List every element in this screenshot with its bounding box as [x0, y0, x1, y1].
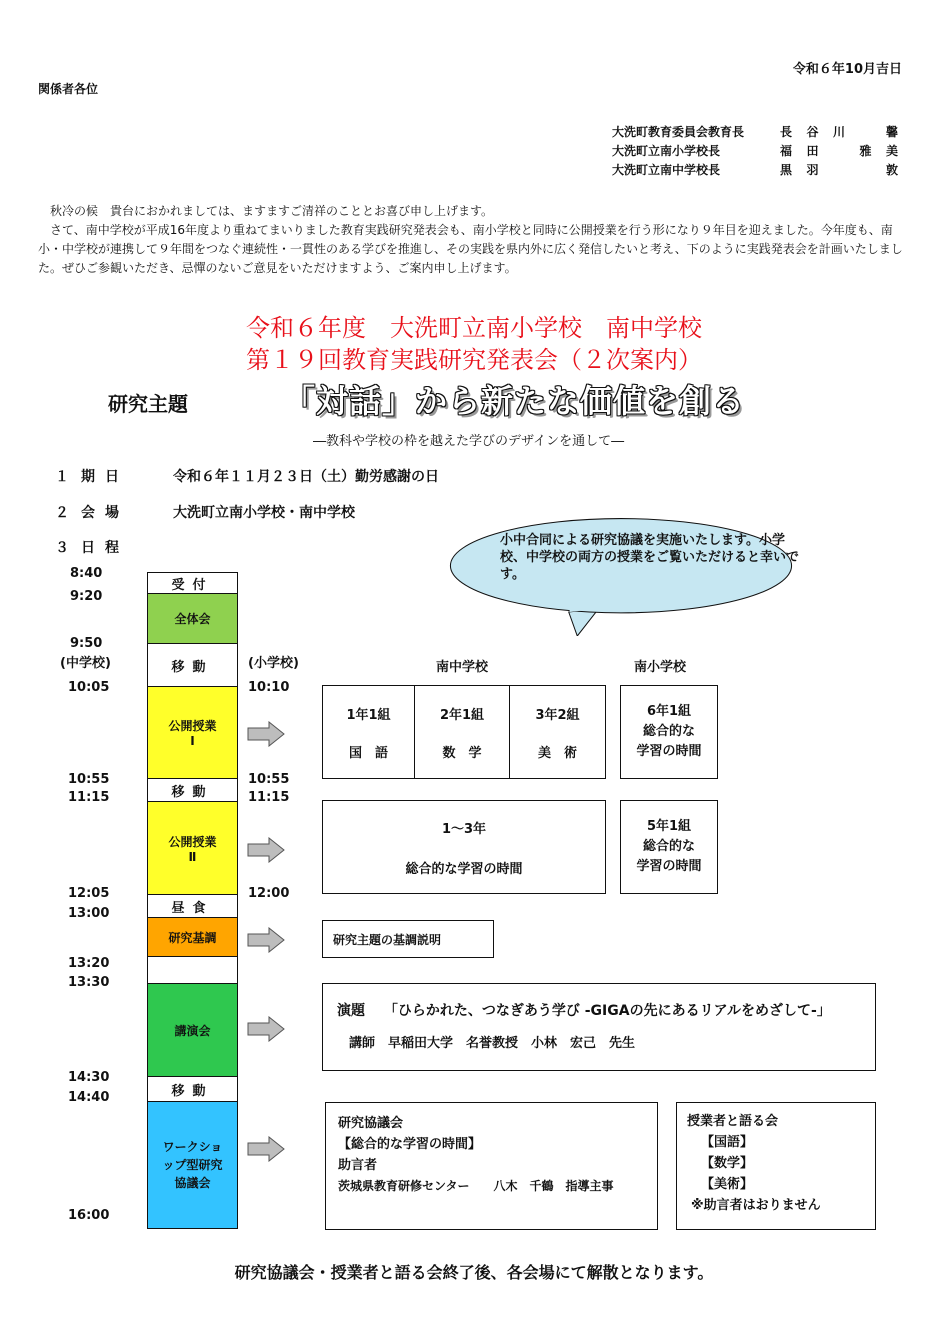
- sender-org: 大洗町立南中学校長: [612, 163, 721, 177]
- sender-name: 長谷川 馨: [780, 125, 898, 139]
- time-label: 14:30: [68, 1070, 110, 1085]
- time-label: 9:50: [70, 636, 103, 651]
- class-name: 5年1組: [646, 819, 692, 834]
- arrow-right-icon: [247, 1136, 285, 1162]
- item-label: 日程: [81, 540, 129, 556]
- sender-row: [612, 123, 898, 142]
- lesson2-elementary-class: [620, 800, 718, 894]
- council-title: 研究協議会: [338, 1116, 404, 1131]
- class-subject: 美 術: [537, 745, 577, 761]
- arrow-right-icon: [247, 721, 285, 747]
- class-cell: [415, 686, 510, 778]
- lecture-speaker: 講師 早稲田大学 名誉教授 小林 宏己 先生: [349, 1036, 636, 1051]
- time-label: 9:20: [70, 589, 103, 604]
- schedule-lecture: 講演会: [147, 983, 238, 1077]
- lecture-title-label: 演題: [337, 1003, 365, 1019]
- time-label: 12:00: [248, 886, 290, 901]
- addressee: 関係者各位: [38, 82, 99, 96]
- council-subtitle: 【総合的な学習の時間】: [338, 1137, 482, 1152]
- time-label: (中学校): [60, 656, 111, 671]
- time-label: 11:15: [248, 790, 290, 805]
- heading-elementary-school: 南小学校: [634, 660, 687, 675]
- greeting: 秋冷の候 貴台におかれましては、ますますご清祥のこととお喜び申し上げます。: [38, 204, 494, 218]
- lecture-title-row: [337, 1000, 875, 1020]
- schedule-move: 移動: [147, 778, 238, 802]
- item-venue: [55, 502, 355, 522]
- schedule-break: [147, 956, 238, 984]
- lecture-title: 「ひらかれた、つなぎあう学び -GIGAの先にあるリアルをめざして-」: [383, 1003, 831, 1019]
- talk-subject: 【国語】: [701, 1135, 754, 1150]
- item-label: 期日: [81, 469, 129, 485]
- schedule-lesson-number: Ⅱ: [188, 849, 197, 864]
- time-label: 14:40: [68, 1090, 110, 1105]
- sender-row: [612, 142, 898, 161]
- time-label: 13:20: [68, 956, 110, 971]
- lesson2-middle-class: [322, 800, 606, 894]
- time-label: 16:00: [68, 1208, 110, 1223]
- schedule-workshop: ワークショップ型研究協議会: [147, 1101, 238, 1229]
- intro-text: [38, 202, 910, 278]
- schedule-lunch: 昼食: [147, 894, 238, 918]
- talk-note: ※助言者はおりません: [691, 1198, 821, 1213]
- item-number: ２: [55, 505, 69, 521]
- time-label: 13:30: [68, 975, 110, 990]
- theme-subtitle: ―教科や学校の枠を越えた学びのデザインを通して―: [313, 434, 625, 449]
- sender-org: 大洗町教育委員会教育長: [612, 125, 745, 139]
- schedule-move: 移動: [147, 1076, 238, 1102]
- class-name: 3年2組: [535, 707, 580, 723]
- item-label: 会場: [81, 505, 129, 521]
- senders: [612, 123, 898, 180]
- class-subject: 国 語: [348, 745, 388, 761]
- time-label: 8:40: [70, 566, 103, 581]
- item-value: 令和６年１１月２３日（土）勤労感謝の日: [173, 469, 439, 485]
- lesson1-middle-classes: [322, 685, 606, 779]
- schedule-plenary: 全体会: [147, 593, 238, 644]
- intro-body: さて、南中学校が平成16年度より重ねてまいりました教育実践研究発表会も、南小学校と同時に公開授業を行う形になり９年目を迎えました。今年度も、南小・中学校が連携して９年間をつなぐ連続性・一貫性のある学びを推進し、その実践を県内外に広く発信したいと考え、下のように実践発表会を計画いたしました。ぜひご参観いただき、忌憚のないご意見をいただけますよう、ご案内申し上げます。: [38, 223, 903, 275]
- time-label: (小学校): [248, 656, 299, 671]
- council-advisor-label: 助言者: [338, 1158, 378, 1173]
- sender-name: 黒羽 敦: [780, 163, 898, 177]
- sender-row: [612, 161, 898, 180]
- time-label: 10:55: [68, 772, 110, 787]
- theme-label: 研究主題: [108, 392, 188, 416]
- time-label: 10:05: [68, 680, 110, 695]
- talk-box: [676, 1102, 876, 1230]
- talk-subject: 【美術】: [701, 1177, 754, 1192]
- council-advisor: 茨城県教育研修センター 八木 千鶴 指導主事: [338, 1179, 614, 1193]
- item-value: 大洗町立南小学校・南中学校: [173, 505, 355, 521]
- heading-middle-school: 南中学校: [436, 660, 489, 675]
- event-title-line1: 令和６年度 大洗町立南小学校 南中学校: [246, 314, 702, 342]
- talk-title: 授業者と語る会: [687, 1114, 779, 1129]
- time-label: 10:10: [248, 680, 290, 695]
- item-schedule: [55, 537, 173, 557]
- arrow-right-icon: [247, 1016, 285, 1042]
- class-name: 1～3年: [441, 821, 487, 837]
- item-date: [55, 466, 439, 486]
- class-subject: 総合的な: [642, 839, 695, 854]
- sender-name: 福田 雅美: [780, 144, 898, 158]
- schedule-reception: 受付: [147, 572, 238, 594]
- schedule-lesson-label: 公開授業: [168, 834, 217, 849]
- item-number: １: [55, 469, 69, 485]
- schedule-lesson-label: 公開授業: [168, 719, 217, 733]
- schedule-lesson-number: Ⅰ: [190, 734, 195, 748]
- talk-subject: 【数学】: [701, 1156, 754, 1171]
- schedule-move: 移動: [147, 643, 238, 687]
- event-title-line2: 第１９回教育実践研究発表会（２次案内）: [246, 346, 702, 374]
- lecture-box: [322, 983, 876, 1071]
- bubble-text: 小中合同による研究協議を実施いたします。小学校、中学校の両方の授業をご覧いただけると幸いです。: [500, 533, 800, 582]
- arrow-right-icon: [247, 927, 285, 953]
- class-subject: 学習の時間: [636, 744, 702, 759]
- time-label: 11:15: [68, 790, 110, 805]
- schedule-keynote: 研究基調: [147, 917, 238, 957]
- class-subject: 総合的な学習の時間: [405, 861, 523, 877]
- time-label: 13:00: [68, 906, 110, 921]
- schedule-lesson-1: [147, 686, 238, 779]
- class-name: 1年1組: [346, 707, 391, 723]
- time-label: 10:55: [248, 772, 290, 787]
- class-subject: 数 学: [442, 745, 482, 761]
- class-name: 6年1組: [646, 704, 692, 719]
- item-number: ３: [55, 540, 69, 556]
- closing-note: 研究協議会・授業者と語る会終了後、各会場にて解散となります。: [234, 1263, 714, 1282]
- class-subject: 学習の時間: [636, 859, 702, 874]
- schedule-lesson-2: [147, 801, 238, 895]
- keynote-box: 研究主題の基調説明: [322, 920, 494, 958]
- lesson1-elementary-class: [620, 685, 718, 779]
- time-label: 12:05: [68, 886, 110, 901]
- council-box: [325, 1102, 658, 1230]
- document-date: 令和６年10月吉日: [792, 62, 902, 77]
- class-cell: [510, 686, 605, 778]
- class-cell: [323, 686, 415, 778]
- class-subject: 総合的な: [642, 724, 695, 739]
- arrow-right-icon: [247, 837, 285, 863]
- class-name: 2年1組: [439, 707, 485, 723]
- sender-org: 大洗町立南小学校長: [612, 144, 721, 158]
- research-theme: 「対話」から新たな価値を創る: [283, 382, 746, 420]
